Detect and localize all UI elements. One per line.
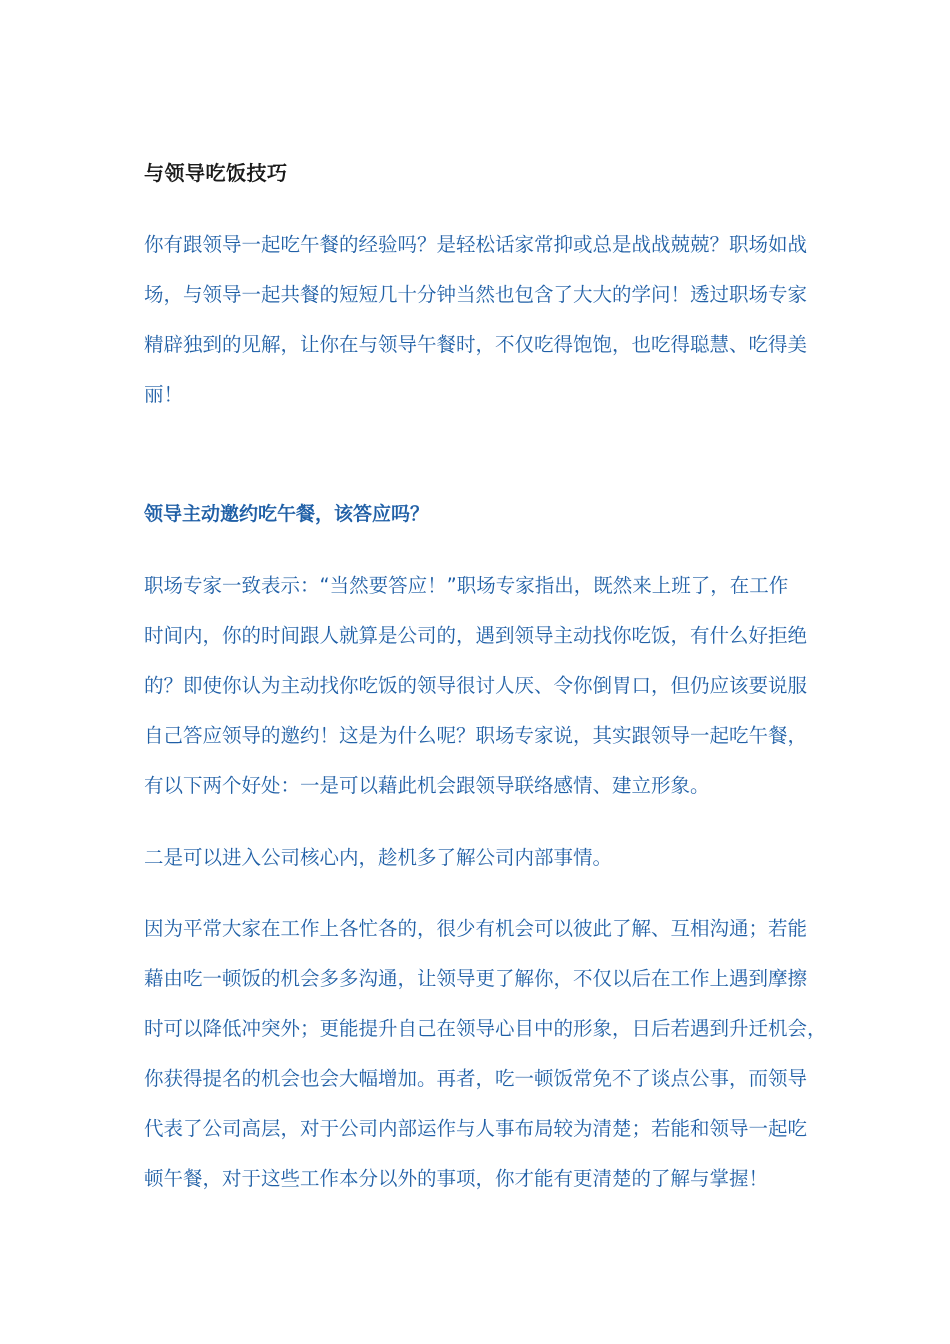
paragraph-line: 自己答应领导的邀约！这是为什么呢？职场专家说，其实跟领导一起吃午餐，: [144, 724, 808, 747]
paragraph-line: 职场专家一致表示：“当然要答应！”职场专家指出，既然来上班了，在工作: [144, 574, 789, 597]
paragraph-line: 的？即使你认为主动找你吃饭的领导很讨人厌、令你倒胃口，但仍应该要说服: [144, 674, 808, 697]
paragraph-line: 代表了公司高层，对于公司内部运作与人事布局较为清楚；若能和领导一起吃: [144, 1117, 808, 1140]
paragraph-line: 你有跟领导一起吃午餐的经验吗？是轻松话家常抑或总是战战兢兢？职场如战: [144, 233, 808, 256]
paragraph-line: 顿午餐，对于这些工作本分以外的事项，你才能有更清楚的了解与掌握！: [144, 1167, 769, 1190]
page-title: 与领导吃饭技巧: [144, 161, 288, 185]
paragraph-line: 精辟独到的见解，让你在与领导午餐时，不仅吃得饱饱，也吃得聪慧、吃得美: [144, 333, 808, 356]
paragraph-line: 因为平常大家在工作上各忙各的，很少有机会可以彼此了解、互相沟通；若能: [144, 917, 808, 940]
paragraph-line: 有以下两个好处：一是可以藉此机会跟领导联络感情、建立形象。: [144, 774, 710, 797]
paragraph-line: 时可以降低冲突外；更能提升自己在领导心目中的形象，日后若遇到升迁机会，: [144, 1017, 827, 1040]
paragraph-line: 藉由吃一顿饭的机会多多沟通，让领导更了解你，不仅以后在工作上遇到摩擦: [144, 967, 808, 990]
paragraph-line: 二是可以进入公司核心内，趁机多了解公司内部事情。: [144, 846, 613, 869]
paragraph-line: 场，与领导一起共餐的短短几十分钟当然也包含了大大的学问！透过职场专家: [144, 283, 808, 306]
section-heading: 领导主动邀约吃午餐，该答应吗？: [144, 503, 430, 525]
expert-opinion-paragraph: [144, 571, 808, 821]
paragraph-line: 时间内，你的时间跟人就算是公司的，遇到领导主动找你吃饭，有什么好拒绝: [144, 624, 808, 647]
paragraph-line: 你获得提名的机会也会大幅增加。再者，吃一顿饭常免不了谈点公事，而领导: [144, 1067, 808, 1090]
explanation-paragraph: [144, 914, 827, 1214]
paragraph-line: 丽！: [144, 383, 184, 406]
second-benefit-paragraph: [144, 843, 804, 893]
intro-paragraph: [144, 230, 808, 430]
